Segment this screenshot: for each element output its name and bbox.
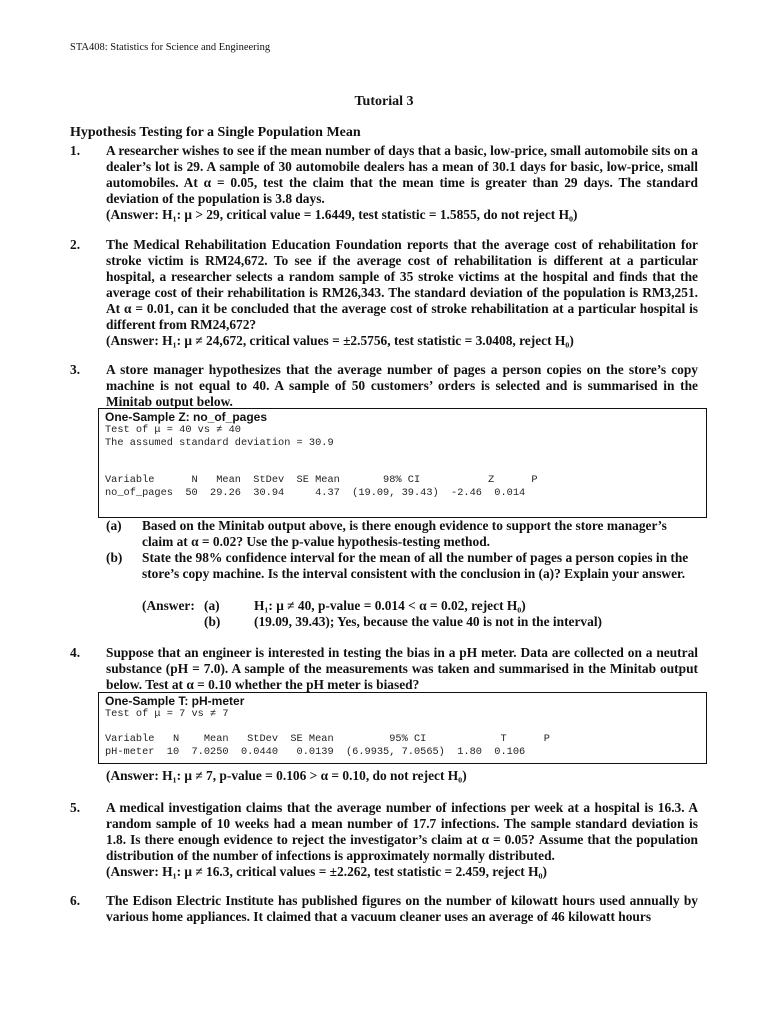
question-3-part-a (106, 518, 698, 550)
question-5 (70, 800, 698, 880)
question-number: 6. (70, 893, 81, 908)
page-title: Tutorial 3 (354, 94, 414, 109)
question-answer: (Answer: H₁: μ > 29, critical value = 1.6449, test statistic = 1.5855, do not reject H₀) (106, 207, 578, 222)
output-line: The assumed standard deviation = 30.9 (105, 436, 334, 449)
question-text: The Edison Electric Institute has published figures on the number of kilowatt hours used annually by various home appliances. It claimed that a vacuum cleaner uses an average of 46 kilowatt hours (106, 893, 698, 924)
part-label: (a) (106, 518, 122, 533)
minitab-output-t (98, 692, 707, 764)
question-text: Suppose that an engineer is interested in testing the bias in a pH meter. Data are collected on a neutral substance (pH = 7.0). A sample of the measurements was taken and summarised in the Minitab output below. Test at α = 0.10 whether the pH meter is biased? (106, 645, 698, 692)
output-title: One-Sample T: pH-meter (105, 694, 245, 708)
output-line: Test of μ = 7 vs ≠ 7 (105, 708, 229, 720)
minitab-output-z (98, 408, 707, 518)
section-heading: Hypothesis Testing for a Single Population Mean (70, 125, 361, 140)
answer-b: (19.09, 39.43); Yes, because the value 40 is not in the interval) (254, 614, 603, 629)
output-body (105, 708, 706, 758)
part-text: Based on the Minitab output above, is there enough evidence to support the store manager’s claim at α = 0.02? Use the p-value hypothesis-testing method. (142, 518, 667, 549)
output-line: Variable N Mean StDev SE Mean 98% CI Z P (105, 474, 538, 486)
answer-a-label: (a) (204, 598, 220, 613)
question-1 (70, 143, 698, 223)
output-line: no_of_pages 50 29.26 30.94 4.37 (19.09, 39.43) -2.46 0.014 (105, 486, 526, 499)
question-answer: (Answer: H₁: μ ≠ 24,672, critical values = ±2.5756, test statistic = 3.0408, reject H₀) (106, 333, 574, 348)
question-number: 4. (70, 645, 81, 660)
question-3-part-b (106, 550, 698, 582)
question-2 (70, 237, 698, 349)
question-text: A medical investigation claims that the average number of infections per week at a hospital is 16.3. A random sample of 10 weeks had a mean number of 17.7 infections. The sample standard deviation is 1.8. Is there enough evidence to reject the investigator’s claim at α = 0.05? Assume that the population distribution of the number of infections is approximately normally distributed. (106, 800, 698, 863)
question-6 (70, 893, 698, 925)
question-number: 2. (70, 237, 81, 252)
output-line: Test of μ = 40 vs ≠ 40 (105, 424, 241, 436)
output-title: One-Sample Z: no_of_pages (105, 410, 268, 424)
part-label: (b) (106, 550, 123, 565)
question-number: 5. (70, 800, 81, 815)
question-text: The Medical Rehabilitation Education Foundation reports that the average cost of rehabilitation for stroke victim is RM24,672. To see if the average cost of rehabilitation is different at a particular hospital, a researcher selects a random sample of 35 stroke victims at the hospital and finds that the average cost of their rehabilitation is RM26,343. The standard deviation of the population is RM3,251. At α = 0.01, can it be concluded that the average cost of stroke rehabilitation at a particular hospital is different from RM24,672? (106, 237, 698, 332)
question-answer: (Answer: H₁: μ ≠ 16.3, critical values = ±2.262, test statistic = 2.459, reject H₀) (106, 864, 547, 879)
question-3 (70, 362, 698, 410)
question-4-answer: (Answer: H₁: μ ≠ 7, p-value = 0.106 > α = 0.10, do not reject H₀) (106, 768, 467, 783)
question-number: 1. (70, 143, 81, 158)
answer-prefix: (Answer: (142, 598, 195, 613)
question-number: 3. (70, 362, 81, 377)
question-text: A researcher wishes to see if the mean number of days that a basic, low-price, small automobile sits on a dealer’s lot is 29. A sample of 30 automobile dealers has a mean of 30.1 days for basic, low-price, small automobiles. At α = 0.05, test the claim that the mean time is greater than 29 days. The standard deviation of the population is 3.8 days. (106, 143, 698, 206)
output-body (105, 424, 706, 499)
part-text: State the 98% confidence interval for the mean of all the number of pages a person copies in the store’s copy machine. Is the interval consistent with the conclusion in (a)? Explain your answer. (142, 550, 689, 581)
question-4 (70, 645, 698, 693)
output-line: Variable N Mean StDev SE Mean 95% CI T P (105, 733, 550, 745)
answer-b-label: (b) (204, 614, 221, 629)
question-text: A store manager hypothesizes that the average number of pages a person copies on the store’s copy machine is not equal to 40. A sample of 50 customers’ orders is selected and is summarised in the Minitab output below. (106, 362, 698, 409)
page-header: STA408: Statistics for Science and Engineering (70, 42, 271, 53)
output-line: pH-meter 10 7.0250 0.0440 0.0139 (6.9935, 7.0565) 1.80 0.106 (105, 745, 526, 758)
answer-a: H₁: μ ≠ 40, p-value = 0.014 < α = 0.02, reject H₀) (254, 598, 526, 613)
